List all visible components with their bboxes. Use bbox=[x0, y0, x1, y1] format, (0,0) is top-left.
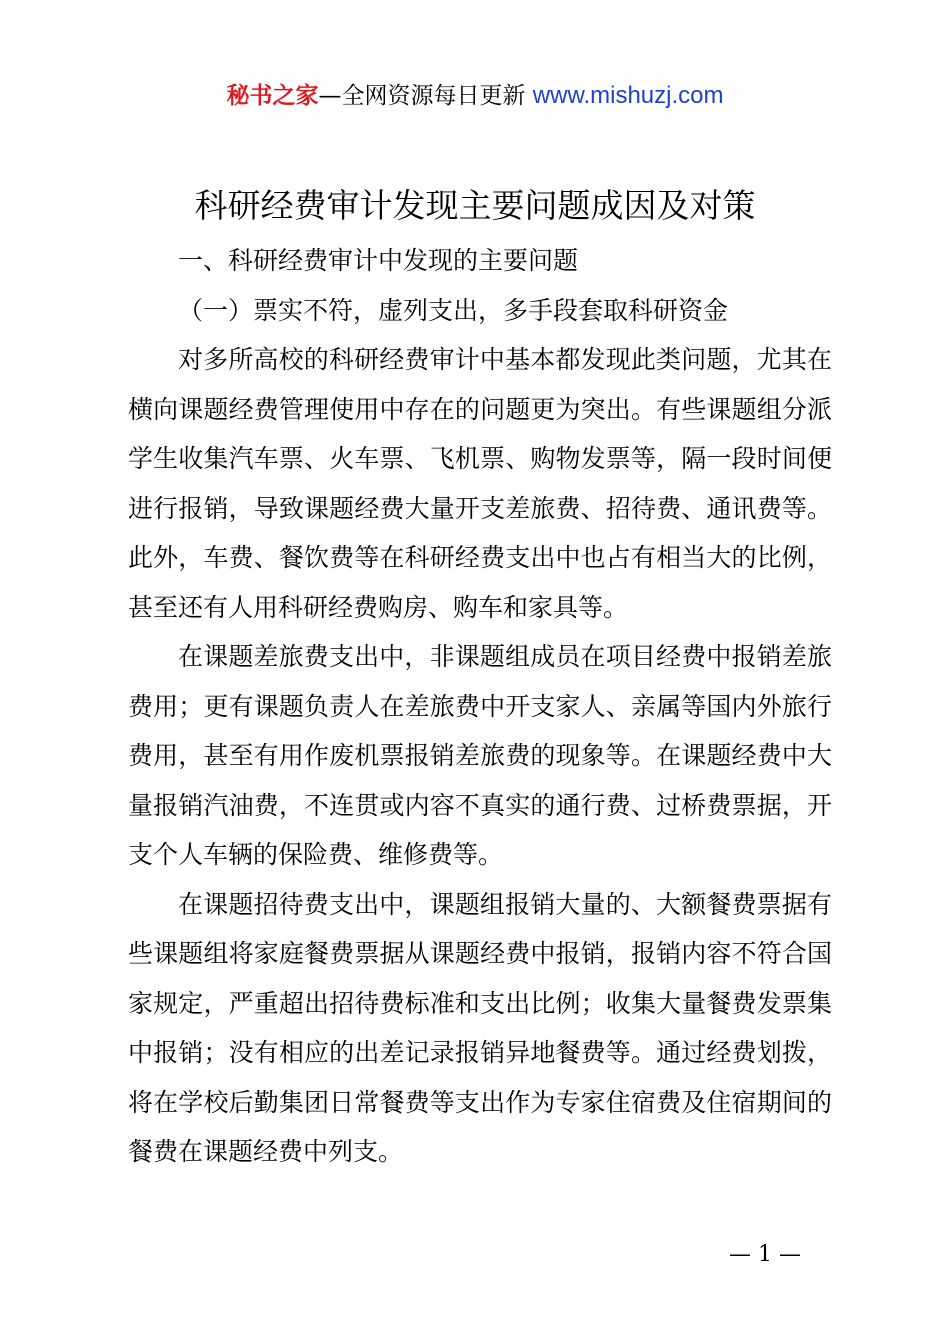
document-body bbox=[128, 236, 832, 1177]
page-header bbox=[0, 78, 950, 114]
site-link[interactable]: www.mishuzj.com bbox=[532, 82, 724, 109]
subsection-heading: （一）票实不符，虚列支出，多手段套取科研资金 bbox=[178, 295, 729, 325]
page-number: — 1 — bbox=[729, 1242, 801, 1267]
document-title: 科研经费审计发现主要问题成因及对策 bbox=[194, 186, 756, 225]
body-paragraph-3: 在课题招待费支出中，课题组报销大量的、大额餐费票据有些课题组将家庭餐费票据从课题经费中报销，报销内容不符合国家规定，严重超出招待费标准和支出比例；收集大量餐费发票集中报销；没有相应的出差记录报销异地餐费等。通过经费划拨，将在学校后勤集团日常餐费等支出作为专家住宿费及住宿期间的餐费在课题经费中列支。 bbox=[128, 889, 832, 1166]
section-heading: 一、科研经费审计中发现的主要问题 bbox=[178, 246, 579, 275]
body-paragraph-2: 在课题差旅费支出中，非课题组成员在项目经费中报销差旅费用；更有课题负责人在差旅费中开支家人、亲属等国内外旅行费用，甚至有用作废机票报销差旅费的现象等。在课题经费中大量报销汽油费，不连贯或内容不真实的通行费、过桥费票据，开支个人车辆的保险费、维修费等。 bbox=[128, 642, 832, 869]
header-slogan: —全网资源每日更新 bbox=[318, 83, 533, 109]
body-paragraph-1: 对多所高校的科研经费审计中基本都发现此类问题，尤其在横向课题经费管理使用中存在的问题更为突出。有些课题组分派学生收集汽车票、火车票、飞机票、购物发票等，隔一段时间便进行报销，导致课题经费大量开支差旅费、招待费、通讯费等。此外，车费、餐饮费等在科研经费支出中也占有相当大的比例，甚至还有人用科研经费购房、购车和家具等。 bbox=[128, 345, 832, 622]
brand-name: 秘书之家 bbox=[226, 83, 319, 109]
